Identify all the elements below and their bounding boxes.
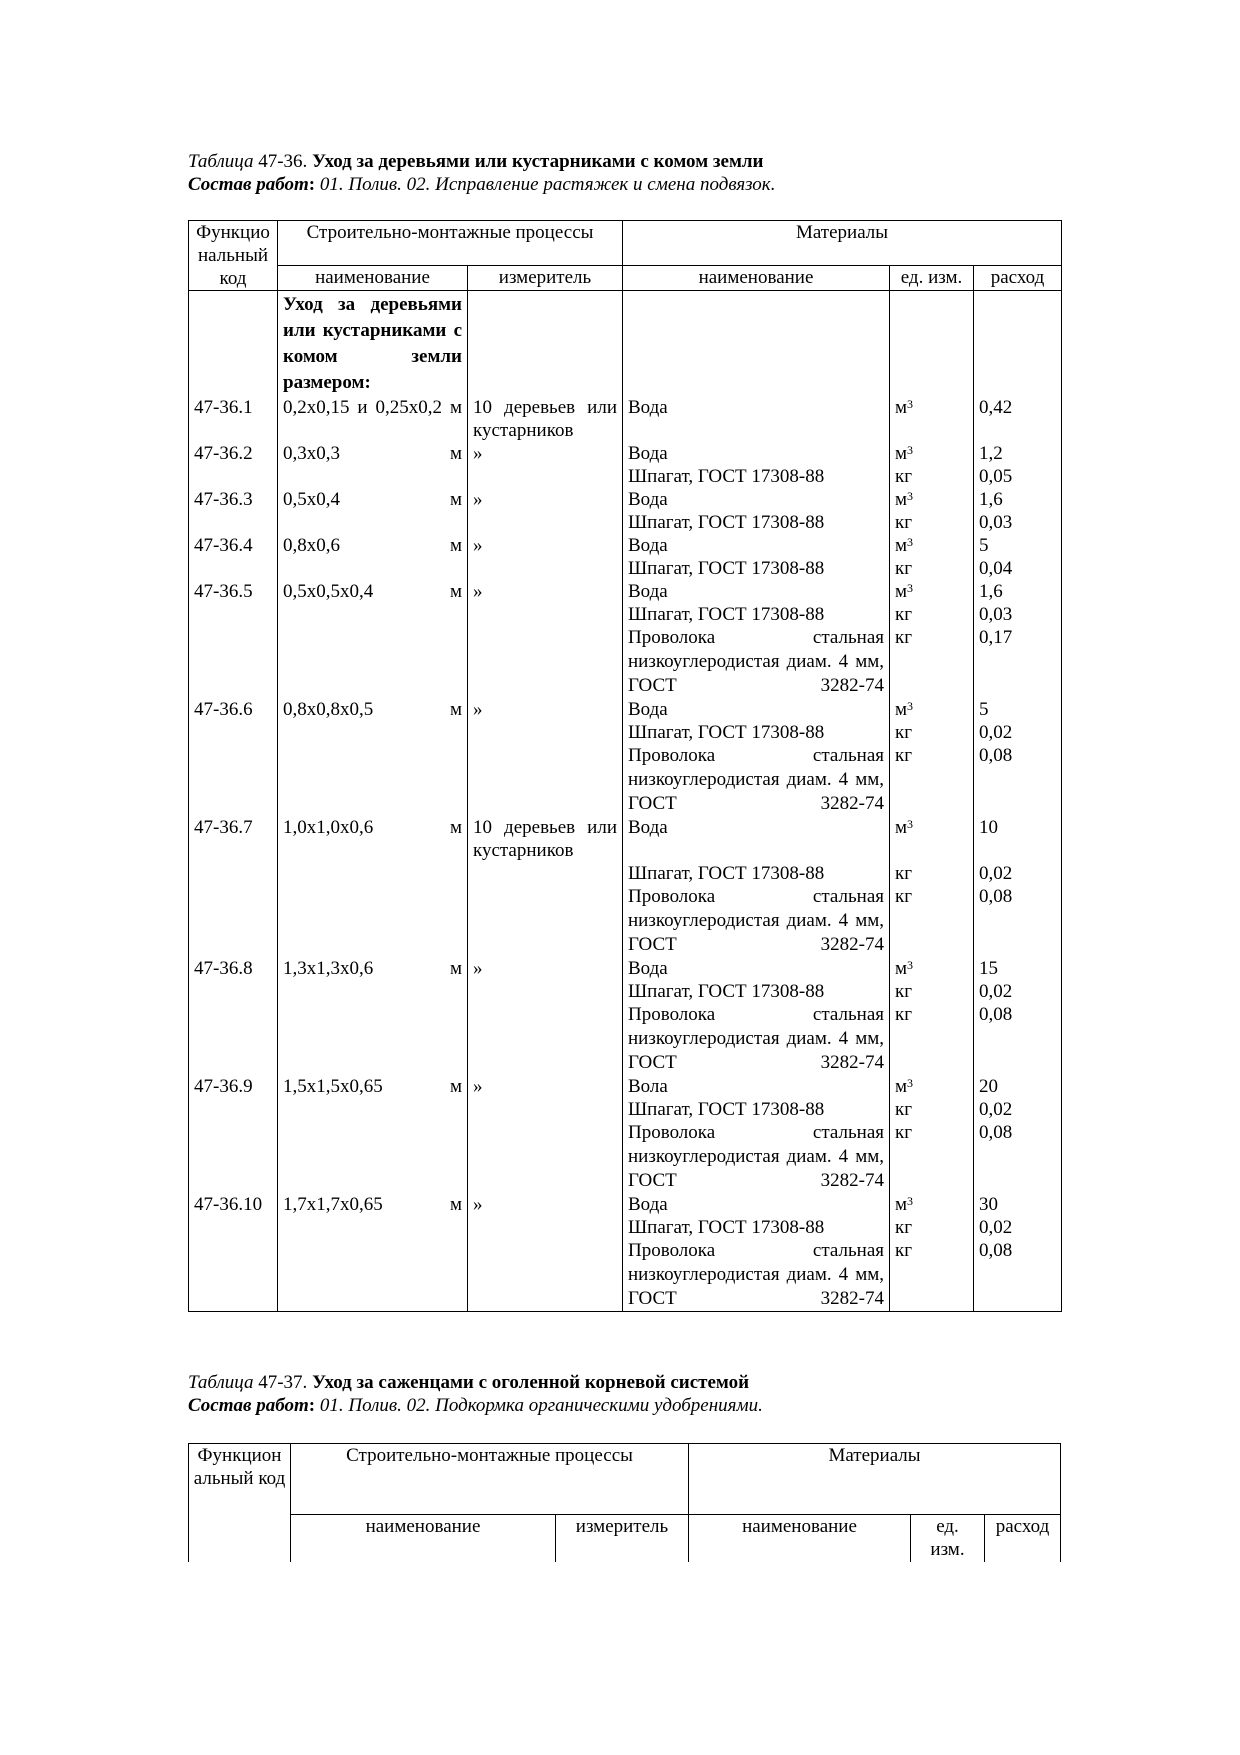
material-name: Вода [623, 816, 890, 862]
row-code: 47-36.10 [189, 1193, 278, 1216]
table-47-36 [188, 220, 1062, 1312]
header-mat-rate: расход [974, 266, 1062, 291]
row-unit-empty [468, 1239, 623, 1312]
table1-caption-title: Уход за деревьями или кустарниками с комом земли [312, 151, 764, 172]
row-name-empty [278, 980, 468, 1003]
material-unit: кг [890, 862, 974, 885]
material-unit: $м^3$ [890, 816, 974, 862]
material-rate: 0,04 [974, 557, 1062, 580]
table2-caption [188, 1371, 763, 1417]
row-code: 47-36.4 [189, 534, 278, 557]
row-name-empty [278, 1003, 468, 1075]
table-row [189, 442, 1062, 465]
row-code: 47-36.9 [189, 1075, 278, 1098]
table2-caption-label: Таблица [188, 1372, 254, 1393]
row-unit-empty [468, 862, 623, 885]
material-rate: 0,03 [974, 511, 1062, 534]
material-unit: кг [890, 511, 974, 534]
table1-caption [188, 150, 775, 196]
unit-superscript: 3 [907, 1076, 914, 1090]
row-unit: » [468, 1193, 623, 1216]
material-unit: $м^3$ [890, 488, 974, 511]
table1-title-line [188, 150, 775, 173]
material-rate: 0,08 [974, 1003, 1062, 1075]
unit-superscript: 3 [907, 535, 914, 549]
row-name-empty [278, 721, 468, 744]
table-subrow [189, 465, 1062, 488]
material-unit: кг [890, 980, 974, 1003]
material-unit: $м^3$ [890, 580, 974, 603]
table2-composition-text: 01. Полив. 02. Подкормка органическими удобрениями. [319, 1395, 763, 1416]
row-name-empty [278, 465, 468, 488]
material-rate: 1,6 [974, 580, 1062, 603]
row-name: 0,2х0,15 и 0,25х0,2 м [278, 396, 468, 442]
material-rate: 0,03 [974, 603, 1062, 626]
material-name: Шпагат, ГОСТ 17308-88 [623, 511, 890, 534]
material-unit: кг [890, 1239, 974, 1312]
row-code: 47-36.5 [189, 580, 278, 603]
table2-composition-label: Состав работ [188, 1395, 309, 1416]
table2-composition-line: Состав работ: 01. Полив. 02. Подкормка органическими удобрениями. [188, 1395, 763, 1416]
row-code: 47-36.8 [189, 957, 278, 980]
row-unit: » [468, 698, 623, 721]
t2-header-code: Функцион альный код [189, 1444, 291, 1563]
material-rate: 10 [974, 816, 1062, 862]
material-rate: 0,02 [974, 721, 1062, 744]
table-subrow [189, 511, 1062, 534]
table1-caption-label: Таблица [188, 151, 254, 172]
table-subrow [189, 626, 1062, 698]
material-name: Проволока стальная низкоуглеродистая диам. 4 мм, ГОСТ 3282-74 [623, 626, 890, 698]
material-rate: 0,08 [974, 1121, 1062, 1193]
row-name: 0,5х0,5х0,4 м [278, 580, 468, 603]
row-unit-empty [468, 603, 623, 626]
material-name: Вода [623, 534, 890, 557]
t2-header-proc-name: наименование [291, 1515, 556, 1563]
material-name: Шпагат, ГОСТ 17308-88 [623, 862, 890, 885]
table-row [189, 698, 1062, 721]
row-name-empty [278, 511, 468, 534]
row-name-empty [278, 626, 468, 698]
material-name: Шпагат, ГОСТ 17308-88 [623, 721, 890, 744]
row-code: 47-36.2 [189, 442, 278, 465]
t2-header-mat-name: наименование [689, 1515, 911, 1563]
material-rate: 1,2 [974, 442, 1062, 465]
material-unit: кг [890, 721, 974, 744]
row-name: 0,3х0,3 м [278, 442, 468, 465]
row-unit-empty [468, 1121, 623, 1193]
table-subrow [189, 721, 1062, 744]
row-unit-empty [468, 885, 623, 957]
row-code-empty [189, 744, 278, 816]
row-unit-empty [468, 1003, 623, 1075]
unit-superscript: 3 [907, 489, 914, 503]
table-subrow [189, 1003, 1062, 1075]
header-code: Функцио нальный код [189, 221, 278, 291]
row-name-empty [278, 557, 468, 580]
header-proc-unit: измеритель [468, 266, 623, 291]
row-unit-empty [468, 465, 623, 488]
material-name: Шпагат, ГОСТ 17308-88 [623, 465, 890, 488]
row-code-empty [189, 1003, 278, 1075]
material-rate: 0,02 [974, 1098, 1062, 1121]
material-name: Шпагат, ГОСТ 17308-88 [623, 557, 890, 580]
material-rate: 5 [974, 534, 1062, 557]
material-rate: 1,6 [974, 488, 1062, 511]
row-unit-empty [468, 626, 623, 698]
table-subrow [189, 1121, 1062, 1193]
table2-caption-title: Уход за саженцами с оголенной корневой системой [312, 1372, 750, 1393]
row-unit: » [468, 534, 623, 557]
table1-body [189, 396, 1062, 1312]
table-subrow [189, 744, 1062, 816]
material-unit: кг [890, 1121, 974, 1193]
row-code-empty [189, 862, 278, 885]
row-unit-empty [468, 1098, 623, 1121]
material-name: Вода [623, 396, 890, 442]
unit-superscript: 3 [907, 397, 914, 411]
row-code-empty [189, 885, 278, 957]
material-rate: 0,02 [974, 1216, 1062, 1239]
table-row [189, 488, 1062, 511]
row-code-empty [189, 603, 278, 626]
material-name: Вода [623, 488, 890, 511]
row-code-empty [189, 557, 278, 580]
row-unit-empty [468, 721, 623, 744]
material-unit: кг [890, 626, 974, 698]
header-processes: Строительно-монтажные процессы [278, 221, 623, 266]
material-unit: кг [890, 744, 974, 816]
row-unit-empty [468, 744, 623, 816]
material-rate: 20 [974, 1075, 1062, 1098]
table-47-37 [188, 1443, 1061, 1562]
unit-superscript: 3 [907, 443, 914, 457]
row-code: 47-36.1 [189, 396, 278, 442]
row-unit: » [468, 957, 623, 980]
table-row [189, 396, 1062, 442]
row-unit: 10 деревьев или кустарников [468, 816, 623, 862]
row-name: 1,7х1,7х0,65 м [278, 1193, 468, 1216]
table-subrow [189, 603, 1062, 626]
row-name-empty [278, 1121, 468, 1193]
material-rate: 0,05 [974, 465, 1062, 488]
table2-caption-number: 47-37. [258, 1372, 308, 1393]
table-subrow [189, 980, 1062, 1003]
material-unit: кг [890, 603, 974, 626]
row-code-empty [189, 511, 278, 534]
table-row [189, 816, 1062, 862]
material-rate: 30 [974, 1193, 1062, 1216]
table-subrow [189, 557, 1062, 580]
row-code: 47-36.7 [189, 816, 278, 862]
material-unit: $м^3$ [890, 1193, 974, 1216]
material-rate: 15 [974, 957, 1062, 980]
table1-composition-text: 01. Полив. 02. Исправление растяжек и смена подвязок. [319, 174, 776, 195]
material-unit: $м^3$ [890, 698, 974, 721]
material-unit: $м^3$ [890, 396, 974, 442]
row-code: 47-36.3 [189, 488, 278, 511]
row-name: 1,5х1,5х0,65 м [278, 1075, 468, 1098]
material-unit: кг [890, 1216, 974, 1239]
row-code-empty [189, 1121, 278, 1193]
row-code-empty [189, 626, 278, 698]
unit-superscript: 3 [907, 958, 914, 972]
table-row [189, 1075, 1062, 1098]
row-name-empty [278, 1098, 468, 1121]
table1-composition-label: Состав работ [188, 174, 309, 195]
table-subrow [189, 1239, 1062, 1312]
row-name: 0,5х0,4 м [278, 488, 468, 511]
group-title: Уход за деревьями или кустарниками с комом земли размером: [278, 291, 468, 397]
material-rate: 0,02 [974, 980, 1062, 1003]
material-rate: 5 [974, 698, 1062, 721]
row-code: 47-36.6 [189, 698, 278, 721]
material-name: Шпагат, ГОСТ 17308-88 [623, 603, 890, 626]
table-row [189, 580, 1062, 603]
row-name-empty [278, 862, 468, 885]
material-unit: $м^3$ [890, 534, 974, 557]
t2-header-materials: Материалы [689, 1444, 1061, 1515]
material-rate: 0,42 [974, 396, 1062, 442]
material-rate: 0,02 [974, 862, 1062, 885]
material-unit: $м^3$ [890, 1075, 974, 1098]
t2-header-mat-rate: расход [985, 1515, 1061, 1563]
table-subrow [189, 862, 1062, 885]
table1-composition-line: Состав работ: 01. Полив. 02. Исправление растяжек и смена подвязок. [188, 174, 776, 195]
row-code-empty [189, 1216, 278, 1239]
material-name: Вода [623, 1193, 890, 1216]
t2-header-mat-unit: ед. изм. [911, 1515, 985, 1563]
material-unit: $м^3$ [890, 442, 974, 465]
material-rate: 0,08 [974, 1239, 1062, 1312]
row-unit: » [468, 488, 623, 511]
row-unit-empty [468, 557, 623, 580]
material-unit: кг [890, 557, 974, 580]
unit-superscript: 3 [907, 1194, 914, 1208]
t2-header-proc-unit: измеритель [556, 1515, 689, 1563]
table-row [189, 534, 1062, 557]
row-name: 1,0х1,0х0,6 м [278, 816, 468, 862]
material-name: Шпагат, ГОСТ 17308-88 [623, 980, 890, 1003]
row-name: 1,3х1,3х0,6 м [278, 957, 468, 980]
row-name: 0,8х0,6 м [278, 534, 468, 557]
material-name: Вода [623, 442, 890, 465]
row-name-empty [278, 1216, 468, 1239]
material-name: Вода [623, 698, 890, 721]
material-unit: кг [890, 1003, 974, 1075]
table-subrow [189, 885, 1062, 957]
header-materials: Материалы [623, 221, 1062, 266]
t2-header-processes: Строительно-монтажные процессы [291, 1444, 689, 1515]
header-mat-unit: ед. изм. [890, 266, 974, 291]
material-unit: кг [890, 885, 974, 957]
material-name: Шпагат, ГОСТ 17308-88 [623, 1098, 890, 1121]
table-subrow [189, 1098, 1062, 1121]
material-rate: 0,08 [974, 885, 1062, 957]
table2-title-line [188, 1371, 763, 1394]
row-unit-empty [468, 1216, 623, 1239]
material-name: Проволока стальная низкоуглеродистая диам. 4 мм, ГОСТ 3282-74 [623, 1121, 890, 1193]
row-name: 0,8х0,8х0,5 м [278, 698, 468, 721]
material-name: Проволока стальная низкоуглеродистая диам. 4 мм, ГОСТ 3282-74 [623, 744, 890, 816]
row-code-empty [189, 1239, 278, 1312]
material-unit: кг [890, 1098, 974, 1121]
row-name-empty [278, 744, 468, 816]
row-name-empty [278, 1239, 468, 1312]
table-row [189, 957, 1062, 980]
material-name: Проволока стальная низкоуглеродистая диам. 4 мм, ГОСТ 3282-74 [623, 1003, 890, 1075]
row-unit: 10 деревьев или кустарников [468, 396, 623, 442]
row-name-empty [278, 603, 468, 626]
table-row [189, 1193, 1062, 1216]
material-name: Вола [623, 1075, 890, 1098]
material-rate: 0,17 [974, 626, 1062, 698]
row-unit-empty [468, 980, 623, 1003]
row-unit-empty [468, 511, 623, 534]
table-subrow [189, 1216, 1062, 1239]
table1-caption-number: 47-36. [258, 151, 308, 172]
row-code-empty [189, 980, 278, 1003]
row-unit: » [468, 580, 623, 603]
row-code-empty [189, 465, 278, 488]
material-name: Проволока стальная низкоуглеродистая диам. 4 мм, ГОСТ 3282-74 [623, 1239, 890, 1312]
material-name: Шпагат, ГОСТ 17308-88 [623, 1216, 890, 1239]
unit-superscript: 3 [907, 699, 914, 713]
material-rate: 0,08 [974, 744, 1062, 816]
material-name: Вода [623, 580, 890, 603]
material-unit: $м^3$ [890, 957, 974, 980]
unit-superscript: 3 [907, 581, 914, 595]
row-code-empty [189, 1098, 278, 1121]
material-unit: кг [890, 465, 974, 488]
material-name: Проволока стальная низкоуглеродистая диам. 4 мм, ГОСТ 3282-74 [623, 885, 890, 957]
row-unit: » [468, 1075, 623, 1098]
unit-superscript: 3 [907, 817, 914, 831]
row-code-empty [189, 721, 278, 744]
group-title-row [189, 291, 1062, 397]
row-name-empty [278, 885, 468, 957]
row-unit: » [468, 442, 623, 465]
material-name: Вода [623, 957, 890, 980]
header-proc-name: наименование [278, 266, 468, 291]
header-mat-name: наименование [623, 266, 890, 291]
